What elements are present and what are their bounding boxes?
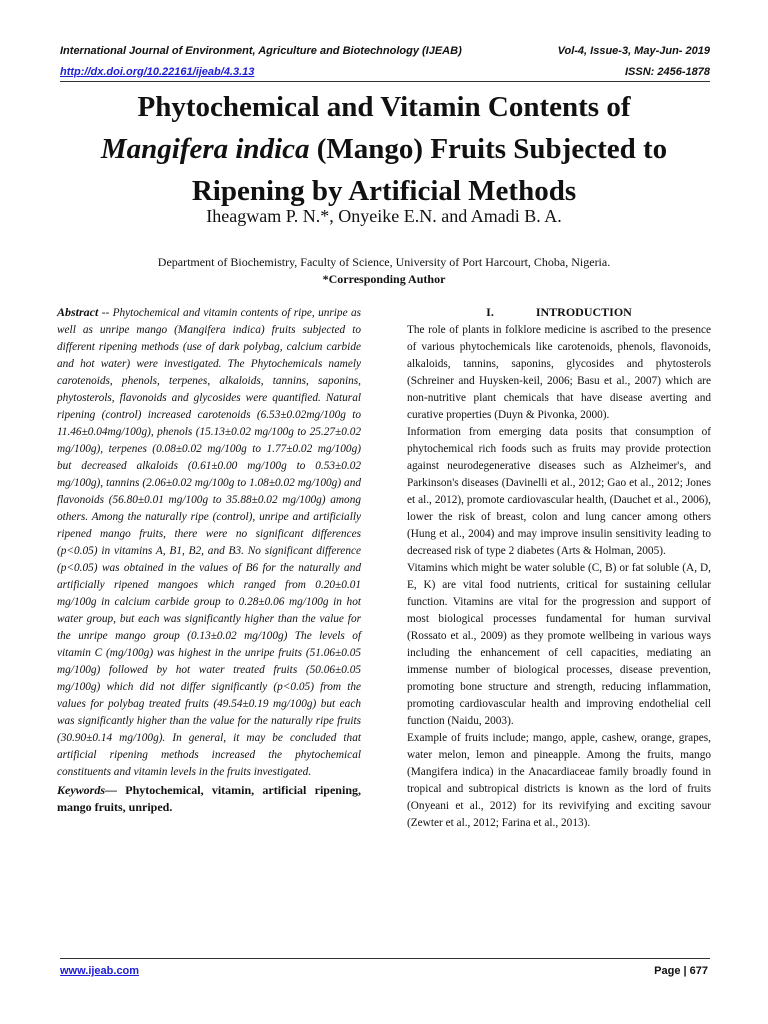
volume-info: Vol-4, Issue-3, May-Jun- 2019	[557, 45, 710, 57]
section-heading	[407, 304, 711, 321]
title-line-1: Phytochemical and Vitamin Contents of	[137, 91, 631, 123]
website-link[interactable]: www.ijeab.com	[60, 965, 140, 977]
intro-paragraph: Example of fruits include; mango, apple, cashew, orange, grapes, water melon, lemon and pineapple. Among the fruits, mango (Mangifera indica) in the Anacardiaceae family broadly found in tropical and subtropical districts is known as the lord of fruits (Onyeani et al., 2012) for its revivifying and exciting savour (Zewter et al., 2012; Farina et al., 2013).	[407, 732, 711, 829]
title-species: Mangifera indica	[100, 133, 310, 165]
affiliation: Department of Biochemistry, Faculty of Science, University of Port Harcourt, Choba, Nigeria.	[157, 255, 611, 269]
issn: ISSN: 2456-1878	[625, 66, 710, 78]
paper-title	[40, 86, 728, 212]
corresponding-author-note: *Corresponding Author	[322, 272, 446, 286]
keywords	[57, 782, 361, 816]
section-title: INTRODUCTION	[535, 305, 632, 319]
journal-name: International Journal of Environment, Agriculture and Biotechnology (IJEAB)	[60, 45, 462, 57]
title-line-3: Ripening by Artificial Methods	[191, 175, 577, 207]
abstract-text: -- Phytochemical and vitamin contents of ripe, unripe as well as unripe mango (Mangifera indica) fruits subjected to different ripening methods (use of dark polybag, calcium carbide and hot water) were investigated. The Phytochemicals namely carotenoids, phenols, terpenes, alkaloids, tannins, saponins, phytosterols, flavonoids and glycosides were quantified. Natural ripening (control) increased carotenoids (6.53±0.02mg/100g to 11.46±0.04mg/100g), phenols (15.13±0.02 mg/100g to 25.27±0.02 mg/100g), terpenes (0.08±0.02 mg/100g to 1.77±0.02 mg/100g) but decreased alkaloids (0.61±0.00 mg/100g to 0.53±0.02 mg/100g), tannins (2.06±0.02 mg/100g to 1.08±0.02 mg/100g) and flavonoids (56.80±0.01 mg/100g to 35.88±0.02 mg/100g) among others. Among the naturally ripe (control), unripe and artificially ripened mango fruits, there were no significant differences (p<0.05) in vitamins A, B1, B2, and B3. No significant difference (p<0.05) was obtained in the values of B6 for the naturally and artificially ripened mangoes which ranged from 0.20±0.01 mg/100g in calcium carbide group to 0.28±0.06 mg/100g in hot water group, but each was significantly higher than the value for the unripe mango group (0.13±0.02 mg/100g) The levels of vitamin C (mg/100g) was highest in the unripe fruits (51.06±0.05 mg/100g) followed by hot water treated fruits (50.06±0.05 mg/100g) which did not differ significantly (p<0.05) from the values for polybag treated fruits (49.54±0.19 mg/100g) but each was significantly higher than the value for the naturally ripe fruits (30.90±0.14 mg/100g). In general, it may be concluded that artificial ripening methods increased the phytochemical constituents and vitamin levels in the fruits investigated.	[57, 307, 361, 778]
section-number: I.	[486, 305, 494, 319]
footer-divider	[60, 958, 710, 959]
keywords-text: Phytochemical, vitamin, artificial ripening, mango fruits, unriped.	[57, 783, 361, 814]
page-number: Page | 677	[654, 965, 708, 977]
doi-link[interactable]: http://dx.doi.org/10.22161/ijeab/4.3.13	[60, 66, 255, 78]
author-list: Iheagwam P. N.*, Onyeike E.N. and Amadi B. A.	[206, 206, 562, 226]
abstract-column	[57, 304, 361, 816]
intro-paragraph: Information from emerging data posits that consumption of phytochemical rich foods such as fruits may provide protection against neurodegenerative diseases such as Alzheimer's, and Parkinson's diseases (Davinelli et al., 2012; Gao et al., 2012; Jones et al., 2012), promote cardiovascular health, (Dauchet et al., 2006), lower the risk of breast, colon and lung cancer among others (Hung et al., 2004) and may improve insulin sensitivity leading to decreased risk of type 2 diabetes (Arts & Holman, 2005).	[407, 426, 711, 557]
abstract	[57, 304, 361, 781]
abstract-label: Abstract	[57, 305, 99, 319]
intro-paragraph: Vitamins which might be water soluble (C, B) or fat soluble (A, D, E, K) are vital food nutrients, critical for sustaining cellular function. Vitamins are vital for the progression and support of most biological processes fundamental for human survival (Rossato et al., 2009) as they promote wellbeing in various ways including the enhancement of cell capacities, mediating an immense number of biological processes, disease prevention, promoting bone structure and strength, reducing inflammation, promoting cardiovascular health and improving endothelial cell function (Naidu, 2003).	[407, 562, 711, 727]
introduction-column	[407, 304, 711, 832]
intro-paragraph: The role of plants in folklore medicine is ascribed to the presence of various phytochemicals like carotenoids, phenols, flavonoids, alkaloids, tannins, saponins, glycosides and phytosterols (Schreiner and Huysken-keil, 2006; Basu et al., 2007) which are non-nutritive plant chemicals that have disease averting and curative properties (Duyn & Pivonka, 2000).	[407, 324, 711, 421]
title-line-2	[40, 128, 728, 170]
title-line-2-rest: (Mango) Fruits Subjected to	[309, 133, 668, 165]
keywords-label: Keywords—	[57, 783, 117, 797]
header-divider	[60, 81, 710, 82]
